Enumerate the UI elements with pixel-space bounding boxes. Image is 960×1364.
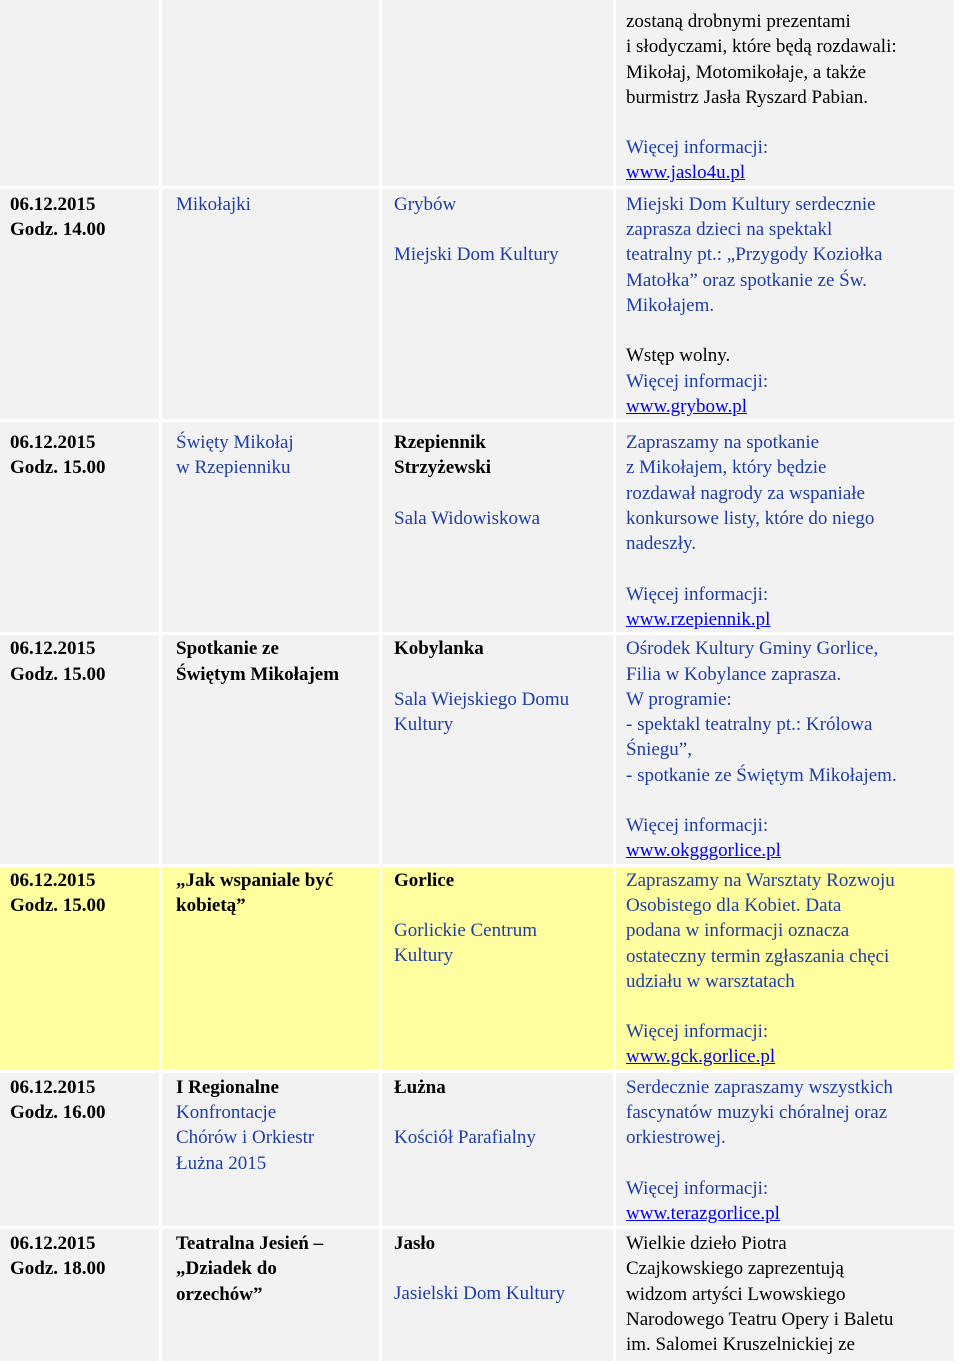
- event-place: Kobylanka: [394, 638, 484, 660]
- event-title: w Rzepienniku: [176, 457, 291, 479]
- description-line: udziału w warsztatach: [626, 970, 795, 992]
- description-line: Ośrodek Kultury Gminy Gorlice,: [626, 638, 879, 660]
- description-line: im. Salomei Kruszelnickiej ze: [626, 1334, 855, 1356]
- more-info-label: Więcej informacji:: [626, 1021, 769, 1043]
- more-info-link[interactable]: www.grybow.pl: [626, 395, 748, 417]
- event-time: Godz. 18.00: [10, 1258, 106, 1280]
- event-time: Godz. 14.00: [10, 219, 106, 241]
- more-info-link[interactable]: www.okgggorlice.pl: [626, 840, 781, 862]
- description-line: zaprasza dzieci na spektakl: [626, 219, 833, 241]
- event-venue: Miejski Dom Kultury: [394, 244, 559, 266]
- event-venue: Kultury: [394, 945, 454, 967]
- event-time: Godz. 15.00: [10, 457, 106, 479]
- event-title: I Regionalne: [176, 1076, 279, 1098]
- event-title: „Jak wspaniale być: [176, 869, 334, 891]
- event-date: 06.12.2015: [10, 1076, 96, 1098]
- event-title: „Dziadek do: [176, 1258, 277, 1280]
- description-line: - spektakl teatralny pt.: Królowa: [626, 714, 873, 736]
- event-venue: Jasielski Dom Kultury: [394, 1283, 565, 1305]
- event-title: orzechów”: [176, 1283, 263, 1305]
- event-date: 06.12.2015: [10, 193, 96, 215]
- event-title: Mikołajki: [176, 193, 251, 215]
- event-title: Konfrontacje: [176, 1101, 277, 1123]
- event-place: Rzepiennik: [394, 432, 486, 454]
- event-place: Jasło: [394, 1233, 436, 1255]
- description-line: burmistrz Jasła Ryszard Pabian.: [626, 86, 868, 108]
- event-title: Świętym Mikołajem: [176, 663, 340, 685]
- description-line: Wielkie dzieło Piotra: [626, 1233, 787, 1255]
- description-line: konkursowe listy, które do niego: [626, 508, 875, 530]
- description-line: nadeszły.: [626, 533, 696, 555]
- entry-note: Wstęp wolny.: [626, 345, 731, 367]
- event-venue: Kościół Parafialny: [394, 1126, 536, 1148]
- more-info-label: Więcej informacji:: [626, 1177, 769, 1199]
- table-row: [0, 1229, 954, 1361]
- description-line: Narodowego Teatru Opery i Baletu: [626, 1309, 894, 1331]
- event-title: kobietą”: [176, 894, 246, 916]
- description-line: Matołka” oraz spotkanie ze Św.: [626, 269, 867, 291]
- description-line: Osobistego dla Kobiet. Data: [626, 894, 842, 916]
- table-row: [0, 422, 954, 632]
- description-line: ostateczny termin zgłaszania chęci: [626, 945, 890, 967]
- table-row: [0, 867, 954, 1070]
- event-venue: Sala Widowiskowa: [394, 507, 541, 529]
- description-line: podana w informacji oznacza: [626, 920, 850, 942]
- more-info-link[interactable]: www.rzepiennik.pl: [626, 608, 771, 630]
- event-date: 06.12.2015: [10, 869, 96, 891]
- table-row: [0, 0, 954, 186]
- event-place: Gorlice: [394, 869, 455, 891]
- description-cell: [616, 0, 954, 186]
- event-time: Godz. 16.00: [10, 1101, 106, 1123]
- description-line: Serdecznie zapraszamy wszystkich: [626, 1076, 893, 1098]
- description-line: Filia w Kobylance zaprasza.: [626, 663, 842, 685]
- event-title: Chórów i Orkiestr: [176, 1127, 315, 1149]
- description-line: z Mikołajem, który będzie: [626, 457, 827, 479]
- event-date: 06.12.2015: [10, 1233, 96, 1255]
- description-line: orkiestrowej.: [626, 1127, 726, 1149]
- table-row: [0, 189, 954, 419]
- event-place: Łużna: [394, 1076, 446, 1098]
- description-line: - spotkanie ze Świętym Mikołajem.: [626, 764, 897, 786]
- event-time: Godz. 15.00: [10, 894, 106, 916]
- event-date: 06.12.2015: [10, 638, 96, 660]
- description-line: Miejski Dom Kultury serdecznie: [626, 193, 876, 215]
- description-line: teatralny pt.: „Przygody Koziołka: [626, 244, 883, 266]
- description-line: Zapraszamy na spotkanie: [626, 432, 820, 454]
- more-info-label: Więcej informacji:: [626, 815, 769, 837]
- description-line: Śniegu”,: [626, 739, 692, 761]
- description-line: zostaną drobnymi prezentami: [626, 11, 851, 32]
- table-row: [0, 635, 954, 863]
- more-info-label: Więcej informacji:: [626, 370, 769, 392]
- more-info-label: Więcej informacji:: [626, 137, 769, 159]
- event-title: Teatralna Jesień –: [176, 1233, 324, 1255]
- description-line: i słodyczami, które będą rozdawali:: [626, 36, 897, 58]
- event-title: Spotkanie ze: [176, 638, 279, 660]
- event-venue: Gorlickie Centrum: [394, 919, 537, 941]
- event-place: Grybów: [394, 193, 457, 215]
- event-place: Strzyżewski: [394, 457, 492, 479]
- description-line: W programie:: [626, 688, 732, 710]
- more-info-link[interactable]: www.terazgorlice.pl: [626, 1202, 780, 1224]
- event-title: Święty Mikołaj: [176, 432, 294, 454]
- event-time: Godz. 15.00: [10, 663, 106, 685]
- table-row: [0, 1073, 954, 1226]
- more-info-label: Więcej informacji:: [626, 583, 769, 605]
- description-line: widzom artyści Lwowskiego: [626, 1283, 846, 1305]
- more-info-link[interactable]: www.jaslo4u.pl: [626, 162, 746, 184]
- description-line: Mikołaj, Motomikołaje, a także: [626, 61, 867, 83]
- description-line: rozdawał nagrody za wspaniałe: [626, 482, 865, 504]
- description-line: Mikołajem.: [626, 294, 715, 316]
- event-venue: Sala Wiejskiego Domu: [394, 688, 570, 710]
- event-venue: Kultury: [394, 713, 454, 735]
- description-line: fascynatów muzyki chóralnej oraz: [626, 1101, 888, 1123]
- description-line: Czajkowskiego zaprezentują: [626, 1258, 844, 1280]
- event-date: 06.12.2015: [10, 432, 96, 454]
- more-info-link[interactable]: www.gck.gorlice.pl: [626, 1046, 776, 1068]
- description-line: Zapraszamy na Warsztaty Rozwoju: [626, 869, 895, 891]
- event-title: Łużna 2015: [176, 1152, 267, 1174]
